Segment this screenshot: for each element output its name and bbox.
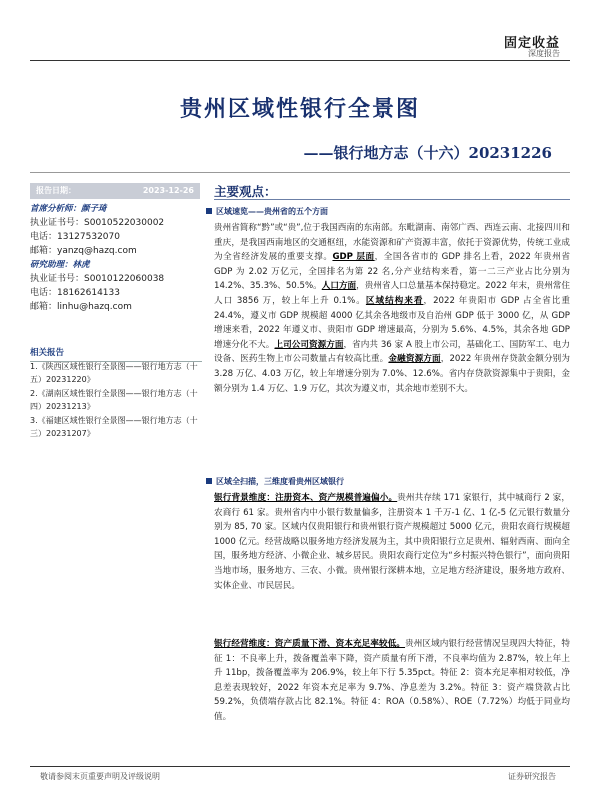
text-run: ，省内共 36 家 A 股上市公司，基础化工、国防军工、电力设备、医药生物上市公司数量占有较高比重。 (214, 339, 570, 365)
text-run: ，2022 年贵阳市 GDP 占全省比重 24.4%，遵义市 GDP 规模超 4000 亿其余各地级市及自治州 GDP 低于 3000 亿，从 GDP 增速来看，2022 年遵义市、贵阳市 GDP 增速最高，分别为 5.6%、4.5%，其余各地 GDP 增速分化不大。 (214, 295, 570, 350)
keyword-bank-background: 银行背景维度：注册资本、资产规模普遍偏小。 (214, 493, 398, 503)
report-subcategory: 深度报告 (528, 49, 560, 58)
keyword-financial-resources: 金融资源方面 (388, 354, 441, 365)
text-run: 贵州省简称“黔”或“贵”,位于我国西南的东南部。东毗湖南、南邻广西、西连云南、北接四川和重庆，是我国西南地区的交通枢纽，水能资源和矿产资源丰富，依托于资源优势，传统工业成为全省经济发展的重要支撑。 (214, 223, 570, 263)
bullet-heading-region-scan (206, 476, 344, 487)
keyword-bank-operations: 银行经营维度：资产质量下滑、资本充足率较低。 (214, 639, 406, 649)
bullet-heading-text: 区域速览——贵州省的五个方面 (216, 207, 328, 216)
analyst-phone: 电话：13127532070 (30, 232, 120, 242)
report-date-value: 2023-12-26 (142, 186, 194, 195)
assistant-phone: 电话：18162614133 (30, 288, 120, 298)
square-bullet-icon (206, 478, 212, 484)
keyword-population: 人口方面 (321, 281, 357, 292)
text-run: ，2022 年贵州存贷款金额分别为 3.28 万亿、4.03 万亿，较上年增速分别为 7.0%、12.6%。省内存贷款资源集中于贵阳，金额分别为 1.4 万亿、1.9 万亿，其次为遵义市，其余地市差别不大。 (214, 354, 570, 394)
keyword-gdp: GDP 层面 (332, 252, 375, 263)
related-report-item[interactable]: 2.《湖南区域性银行全景图——银行地方志（十四）20231213》 (30, 389, 198, 411)
header-divider (30, 60, 570, 61)
page-subtitle: ——银行地方志（十六）20231226 (303, 144, 552, 162)
main-points-heading: 主要观点： (214, 184, 277, 199)
report-date-bar (30, 183, 200, 199)
assistant-email[interactable]: 邮箱：linhu@hazq.com (30, 302, 132, 312)
bullet-heading-region-overview (206, 206, 328, 217)
main-points-divider (214, 199, 570, 200)
text-run: ，贵州省人口总量基本保持稳定。2022 年末，贵州常住人口 3856 万，较上年上升 0.1%。 (214, 281, 570, 306)
paragraph-region-overview (214, 221, 570, 396)
analyst-email[interactable]: 邮箱：yanzq@hazq.com (30, 246, 137, 256)
analyst-info (30, 202, 202, 314)
paragraph-bank-background (214, 491, 570, 593)
assistant-license: 执业证书号：S0010122060038 (30, 274, 165, 284)
paragraph-bank-operations (214, 637, 570, 725)
page-title: 贵州区域性银行全景图 (179, 96, 420, 122)
related-reports-list (30, 360, 202, 441)
analyst-role: 首席分析师：颜子琦 (30, 204, 107, 214)
related-report-item[interactable]: 3.《福建区域性银行全景图——银行地方志（十三）20231207》 (30, 416, 198, 438)
related-reports-heading: 相关报告 (30, 346, 202, 362)
keyword-regional-structure: 区域结构来看 (365, 295, 424, 306)
report-date-label: 报告日期： (36, 186, 76, 195)
assistant-role: 研究助理：林虎 (30, 260, 90, 270)
keyword-listed-companies: 上司公司资源方面 (274, 339, 344, 350)
footer-label: 证券研究报告 (508, 772, 556, 781)
text-run: 贵州区域内银行经营情况呈现四大特征，特征 1：不良率上升，拨备覆盖率下降，资产质量有所下滑，不良率均值为 2.87%，较上年上升 11bp，拨备覆盖率为 206.9%，较上年下行 5.35pct。特征 2：资本充足率相对较低，净息差表现较好，2022 年资本充足率为 9.7%、净息差为 3.2%。特征 3：资产端贷款占比 59.2%，负债端存款占比 82.1%。特征 4：ROA（0.58%）、ROE（7.72%）均低于同业均值。 (214, 639, 570, 722)
text-run: ，全国各省市的 GDP 排名上看，2022 年贵州省 GDP 为 2.02 万亿元，全国排名为第 22 名,分产业结构来看，第一二三产业占比分别为 14.2%、35.3%、50.5%。 (214, 252, 570, 292)
title-divider (30, 172, 570, 173)
square-bullet-icon (206, 208, 212, 214)
text-run: 贵州共存续 171 家银行，其中城商行 2 家，农商行 61 家。贵州省内中小银行数量偏多，注册资本 1 千万-1 亿、1 亿-5 亿元银行数量分别为 85, 70 家。区域内仅贵阳银行和贵州银行资产规模超过 5000 亿元，贵阳农商行规模超 1000 亿元。经营战略以服务地方经济发展为主，其中贵阳银行立足贵州、辐射西南、面向全国，服务地方经济、小微企业、城乡居民。贵阳农商行定位为“乡村振兴特色银行”，面向贵阳当地市场，服务地方、三农、小微。贵州银行深耕本地，立足地方经济建设，服务地方政府、实体企业、市民居民。 (214, 493, 570, 591)
footer-disclaimer: 敬请参阅末页重要声明及评级说明 (40, 772, 160, 781)
related-report-item[interactable]: 1.《陕西区域性银行全景图——银行地方志（十五）20231220》 (30, 362, 198, 384)
bullet-heading-text: 区域全扫描，三维度看贵州区域银行 (216, 477, 344, 486)
report-category: 固定收益 (503, 36, 560, 51)
footer-divider (30, 766, 570, 767)
analyst-license: 执业证书号：S0010522030002 (30, 218, 165, 228)
